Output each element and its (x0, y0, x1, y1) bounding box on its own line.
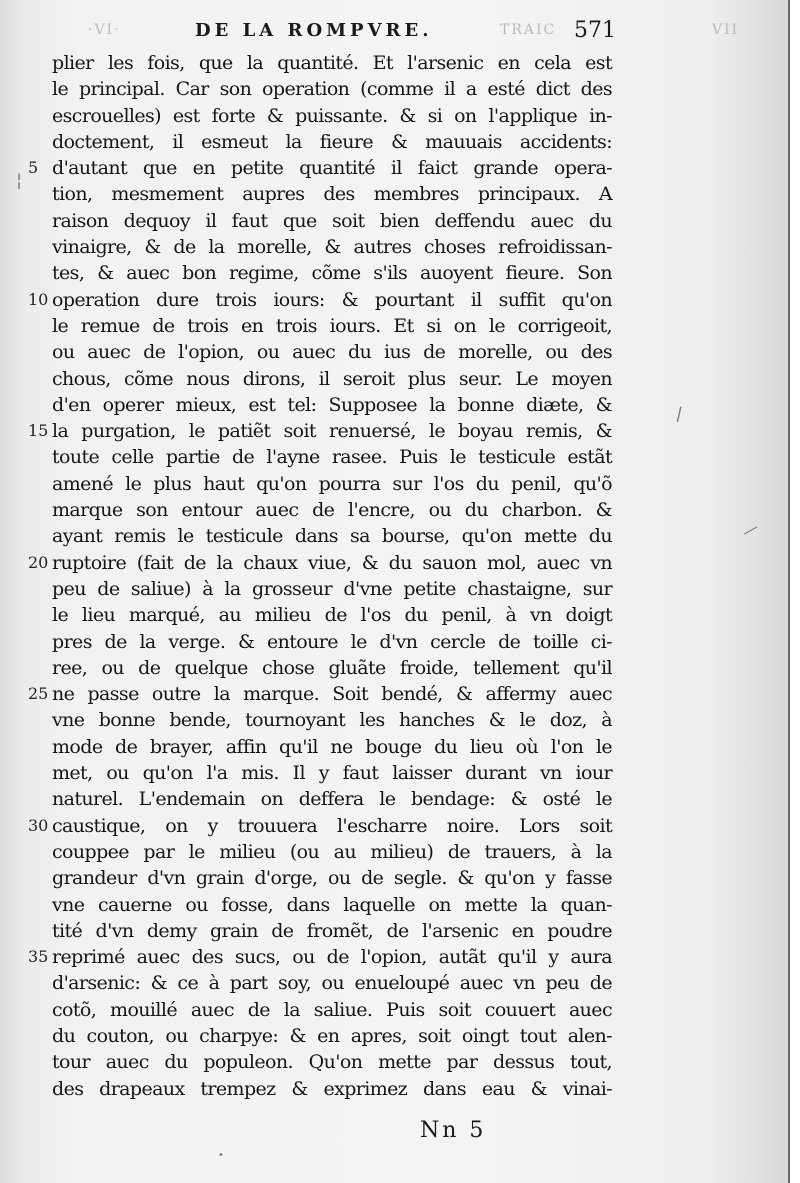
line-text: doctement, il esmeut la fieure & mauuais accidents: (52, 130, 612, 153)
text-line (28, 155, 612, 181)
line-text: cotõ, mouillé auec de la saliue. Puis soit couuert auec (52, 998, 612, 1021)
text-line (52, 997, 612, 1023)
text-line (52, 444, 612, 470)
text-line (52, 918, 612, 944)
line-text: ayant remis le testicule dans sa bourse, qu'on mette du (52, 525, 612, 548)
bleed-through-text: VII (712, 22, 740, 38)
line-number: 25 (28, 684, 49, 704)
line-number: 5 (28, 158, 39, 178)
text-line (28, 813, 612, 839)
text-line (52, 970, 612, 996)
line-number: 15 (28, 421, 49, 441)
text-line (52, 655, 612, 681)
line-text: ruptoire (fait de la chaux viue, & du sauon mol, auec vn (52, 551, 612, 574)
line-text: le lieu marqué, au milieu de l'os du penil, à vn doigt (52, 604, 612, 627)
text-line (52, 839, 612, 865)
line-text: tité d'vn demy grain de fromẽt, de l'arsenic en poudre (52, 919, 612, 942)
text-line (52, 181, 612, 207)
line-text: tes, & auec bon regime, cõme s'ils auoyent fieure. Son (52, 262, 612, 285)
text-line (52, 892, 612, 918)
text-line (52, 50, 612, 76)
line-text: met, ou qu'on l'a mis. Il y faut laisser durant vn iour (52, 762, 612, 785)
text-line (28, 550, 612, 576)
line-text: vinaigre, & de la morelle, & autres choses refroidissan- (52, 236, 612, 259)
line-text: mode de brayer, affin qu'il ne bouge du lieu où l'on le (52, 735, 612, 758)
line-text: vne cauerne ou fosse, dans laquelle on mette la quan- (52, 893, 612, 916)
line-number: 10 (28, 289, 49, 309)
text-line (52, 497, 612, 523)
line-text: tour auec du populeon. Qu'on mette par dessus tout, (52, 1051, 612, 1074)
text-line (28, 944, 612, 970)
text-line (52, 76, 612, 102)
stray-mark: — (738, 517, 762, 542)
line-text: grandeur d'vn grain d'orge, ou de segle. & qu'on y fasse (52, 867, 612, 890)
line-text: operation dure trois iours: & pourtant il suffit qu'on (52, 288, 612, 311)
text-line (52, 234, 612, 260)
line-text: amené le plus haut qu'on pourra sur l'os du penil, qu'õ (52, 472, 612, 495)
line-text: d'arsenic: & ce à part soy, ou enueloupé auec vn peu de (52, 972, 612, 995)
text-line (52, 1076, 612, 1102)
text-line (28, 681, 612, 707)
text-line (52, 103, 612, 129)
line-text: plier les fois, que la quantité. Et l'arsenic en cela est (52, 52, 612, 74)
line-text: d'en operer mieux, est tel: Supposee la bonne diæte, & (52, 393, 612, 416)
line-text: ou auec de l'opion, ou auec du ius de morelle, ou des (52, 341, 612, 364)
line-text: marque son entour auec de l'encre, ou du charbon. & (52, 499, 612, 522)
text-line (52, 786, 612, 812)
body-text (28, 50, 612, 1102)
text-line (52, 129, 612, 155)
line-text: des drapeaux trempez & exprimez dans eau & vinai- (52, 1077, 612, 1100)
line-text: le remue de trois en trois iours. Et si on le corrigeoit, (52, 314, 612, 337)
text-line (52, 523, 612, 549)
text-line (52, 629, 612, 655)
line-number: 20 (28, 552, 49, 572)
line-text: caustique, on y trouuera l'escharre noire. Lors soit (52, 814, 612, 837)
line-text: du couton, ou charpye: & en apres, soit oingt tout alen- (52, 1024, 612, 1047)
page-number: 571 (574, 18, 616, 43)
running-head: DE LA ROMPVRE. (195, 20, 433, 41)
line-text: tion, mesmement aupres des membres principaux. A (52, 183, 612, 206)
text-line (52, 339, 612, 365)
text-line (52, 602, 612, 628)
line-text: ne passe outre la marque. Soit bendé, & affermy auec (52, 683, 612, 706)
line-number: 35 (28, 947, 49, 967)
page-header (0, 20, 790, 50)
bleed-through-text: ·VI· (88, 22, 121, 38)
line-text: raison dequoy il faut que soit bien deffendu auec du (52, 209, 612, 232)
signature-mark: Nn 5 (420, 1118, 487, 1143)
line-text: la purgation, le patiẽt soit renuersé, le boyau remis, & (52, 420, 612, 443)
text-line (52, 707, 612, 733)
text-line (28, 287, 612, 313)
text-line (52, 865, 612, 891)
stray-mark: ¦ (16, 170, 23, 191)
line-text: naturel. L'endemain on deffera le bendage: & osté le (52, 788, 612, 811)
text-line (52, 471, 612, 497)
text-line (52, 392, 612, 418)
line-text: pres de la verge. & entoure le d'vn cercle de toille ci- (52, 630, 612, 653)
line-text: couppee par le milieu (ou au milieu) de trauers, à la (52, 840, 612, 863)
text-line (52, 734, 612, 760)
page-edge-shadow (788, 0, 790, 1183)
line-text: vne bonne bende, tournoyant les hanches & le doz, à (52, 709, 612, 732)
line-text: peu de saliue) à la grosseur d'vne petite chastaigne, sur (52, 577, 612, 600)
line-text: le principal. Car son operation (comme il a esté dict des (52, 78, 612, 101)
line-text: chous, cõme nous dirons, il seroit plus seur. Le moyen (52, 367, 612, 390)
text-line (52, 760, 612, 786)
text-line (28, 418, 612, 444)
text-line (52, 576, 612, 602)
stray-mark: \ (671, 403, 687, 426)
line-number: 30 (28, 815, 49, 835)
line-text: toute celle partie de l'ayne rasee. Puis le testicule estãt (52, 446, 612, 469)
text-line (52, 313, 612, 339)
text-line (52, 260, 612, 286)
line-text: d'autant que en petite quantité il faict grande opera- (52, 157, 612, 180)
line-text: escrouelles) est forte & puissante. & si on l'applique in- (52, 104, 612, 127)
text-line (52, 208, 612, 234)
text-line (52, 1049, 612, 1075)
line-text: ree, ou de quelque chose gluãte froide, tellement qu'il (52, 656, 612, 679)
bleed-through-text: TRAIC (500, 22, 557, 38)
text-line (52, 1023, 612, 1049)
line-text: reprimé auec des sucs, ou de l'opion, autãt qu'il y aura (52, 946, 612, 969)
text-line (52, 366, 612, 392)
stray-mark: • (218, 1150, 224, 1161)
